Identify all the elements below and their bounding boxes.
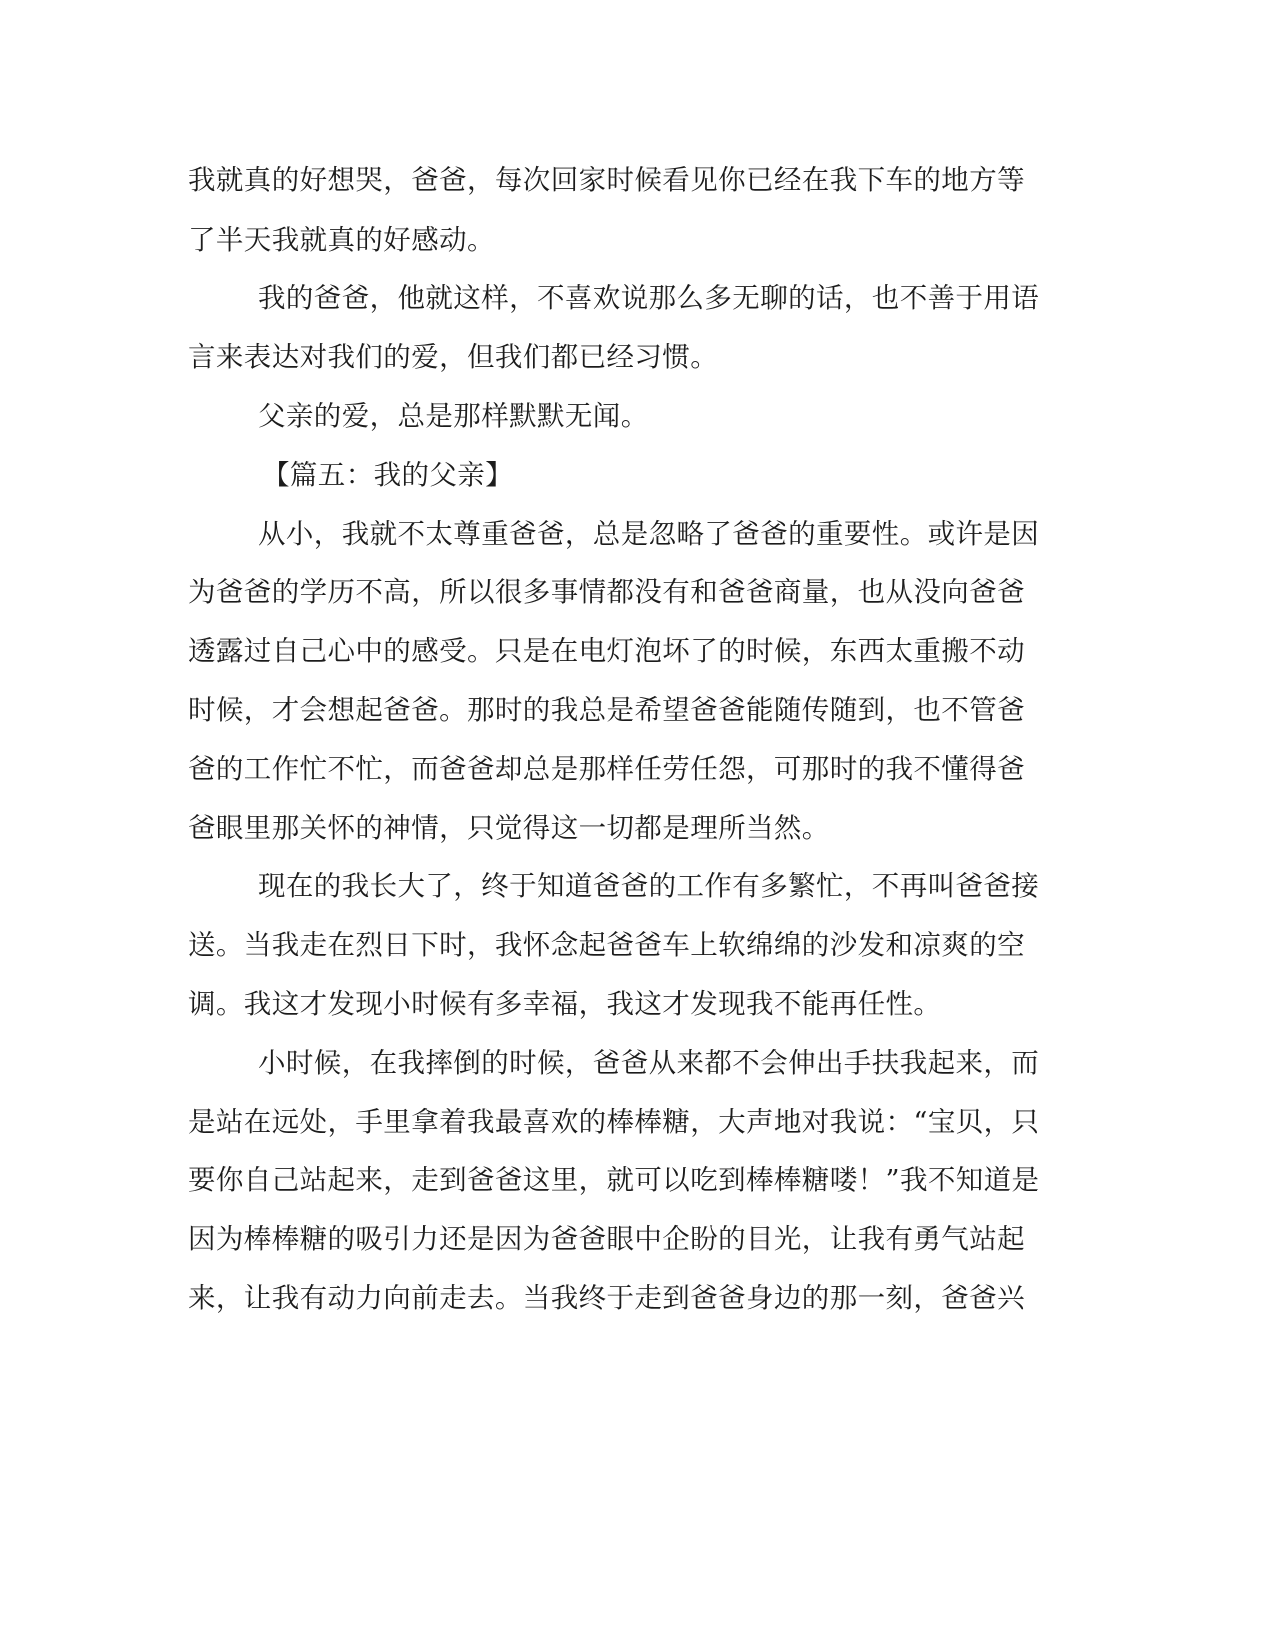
paragraph-first-line: 从小，我就不太尊重爸爸，总是忽略了爸爸的重要性。或许是因 bbox=[258, 518, 1040, 550]
text-line: 了半天我就真的好感动。 bbox=[188, 224, 495, 256]
text-line: 我就真的好想哭，爸爸，每次回家时候看见你已经在我下车的地方等 bbox=[188, 164, 1025, 196]
section-heading: 【篇五：我的父亲】 bbox=[262, 459, 514, 491]
paragraph-first-line: 小时候，在我摔倒的时候，爸爸从来都不会伸出手扶我起来，而 bbox=[258, 1047, 1040, 1079]
text-line: 来，让我有动力向前走去。当我终于走到爸爸身边的那一刻，爸爸兴 bbox=[188, 1282, 1025, 1314]
text-line: 为爸爸的学历不高，所以很多事情都没有和爸爸商量，也从没向爸爸 bbox=[188, 576, 1025, 608]
text-line: 爸的工作忙不忙，而爸爸却总是那样任劳任怨，可那时的我不懂得爸 bbox=[188, 753, 1025, 785]
text-line: 送。当我走在烈日下时，我怀念起爸爸车上软绵绵的沙发和凉爽的空 bbox=[188, 929, 1025, 961]
paragraph-first-line: 现在的我长大了，终于知道爸爸的工作有多繁忙，不再叫爸爸接 bbox=[258, 870, 1040, 902]
paragraph-first-line: 父亲的爱，总是那样默默无闻。 bbox=[258, 400, 649, 432]
text-line: 是站在远处，手里拿着我最喜欢的棒棒糖，大声地对我说：“宝贝，只 bbox=[188, 1106, 1040, 1138]
text-line: 调。我这才发现小时候有多幸福，我这才发现我不能再任性。 bbox=[188, 988, 942, 1020]
text-line: 言来表达对我们的爱，但我们都已经习惯。 bbox=[188, 341, 719, 373]
text-line: 透露过自己心中的感受。只是在电灯泡坏了的时候，东西太重搬不动 bbox=[188, 635, 1025, 667]
text-line: 因为棒棒糖的吸引力还是因为爸爸眼中企盼的目光，让我有勇气站起 bbox=[188, 1223, 1025, 1255]
text-line: 要你自己站起来，走到爸爸这里，就可以吃到棒棒糖喽！”我不知道是 bbox=[188, 1164, 1040, 1196]
paragraph-first-line: 我的爸爸，他就这样，不喜欢说那么多无聊的话，也不善于用语 bbox=[258, 282, 1040, 314]
text-line: 爸眼里那关怀的神情，只觉得这一切都是理所当然。 bbox=[188, 812, 830, 844]
text-line: 时候，才会想起爸爸。那时的我总是希望爸爸能随传随到，也不管爸 bbox=[188, 694, 1025, 726]
